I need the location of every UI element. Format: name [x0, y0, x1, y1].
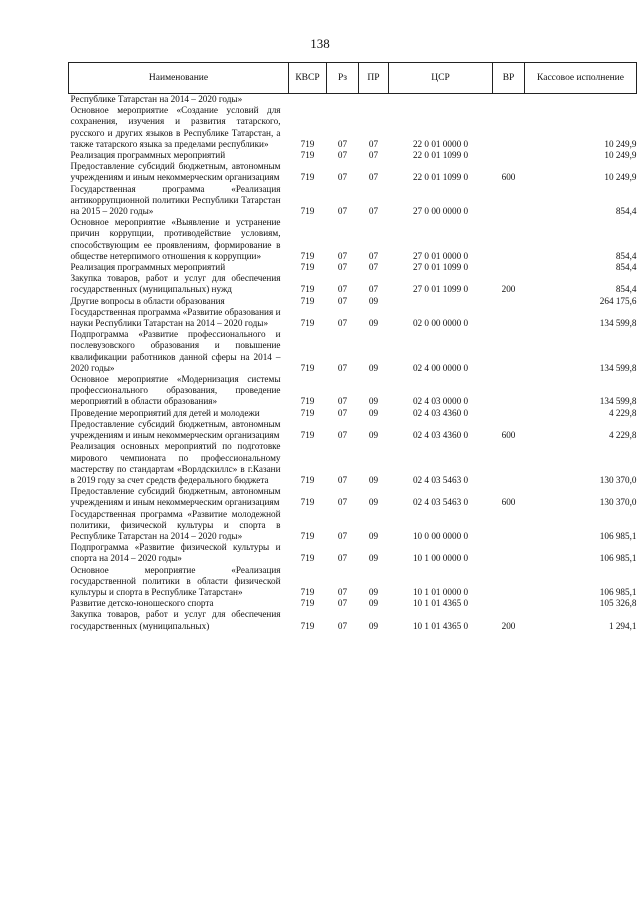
cell-amount: 134 599,8 [599, 396, 637, 407]
cell-pr [359, 94, 389, 106]
cell-vr [493, 105, 525, 150]
cell-rz: 07 [337, 497, 348, 508]
cell-csr: 02 4 03 4360 0 [412, 407, 469, 418]
cell-amount: 10 249,9 [604, 172, 637, 183]
table-body [69, 94, 637, 632]
header-kvsr: КВСР [289, 63, 327, 94]
cell-csr: 02 4 03 0000 0 [412, 396, 469, 407]
cell-amount: 1 294,1 [608, 620, 637, 631]
cell-csr: 02 0 00 0000 0 [412, 318, 469, 329]
cell-pr: 07 [368, 138, 379, 149]
table-row [69, 374, 637, 408]
cell-csr: 22 0 01 0000 0 [412, 138, 469, 149]
cell-rz: 07 [337, 138, 348, 149]
cell-amount [525, 94, 637, 106]
cell-name: Другие вопросы в области образования [70, 295, 225, 306]
cell-csr: 02 4 03 5463 0 [412, 497, 469, 508]
cell-pr: 09 [368, 530, 379, 541]
cell-pr: 07 [368, 250, 379, 261]
cell-vr: 600 [501, 430, 516, 441]
cell-amount: 10 249,9 [604, 138, 637, 149]
cell-csr: 02 4 00 0000 0 [412, 362, 469, 373]
cell-pr: 07 [368, 262, 379, 273]
cell-vr [493, 408, 525, 419]
header-amount: Кассовое исполнение [525, 63, 637, 94]
cell-name: Государственная программа «Развитие образования и науки Республики Татарстан на 2014 – 2020 годы» [70, 306, 281, 329]
budget-table [68, 62, 637, 632]
cell-csr: 27 0 01 0000 0 [412, 250, 469, 261]
cell-rz: 07 [337, 250, 348, 261]
cell-kvsr: 719 [300, 396, 315, 407]
header-name: Наименование [69, 63, 289, 94]
cell-vr [493, 374, 525, 408]
cell-kvsr: 719 [300, 598, 315, 609]
cell-pr: 09 [368, 407, 379, 418]
cell-vr [493, 262, 525, 273]
table-row [69, 307, 637, 329]
cell-rz: 07 [337, 262, 348, 273]
cell-name: Реализация основных мероприятий по подготовке мирового чемпионата по профессиональному мастерству по стандартам «Ворлдскиллс» в г.Казани в 2019 году за счет средств федерального бюджета [70, 441, 281, 485]
cell-csr: 22 0 01 1099 0 [412, 150, 469, 161]
cell-vr [493, 217, 525, 262]
cell-pr: 09 [368, 430, 379, 441]
cell-vr: 200 [501, 284, 516, 295]
cell-csr: 27 0 00 0000 0 [412, 206, 469, 217]
cell-kvsr: 719 [300, 586, 315, 597]
cell-name: Закупка товаров, работ и услуг для обеспечения государственных (муниципальных) [70, 609, 281, 631]
cell-name: Подпрограмма «Развитие физической культуры и спорта на 2014 – 2020 годы» [70, 542, 281, 564]
table-header-row [69, 63, 637, 94]
cell-vr [493, 150, 525, 161]
cell-rz: 07 [337, 206, 348, 217]
cell-vr [493, 296, 525, 307]
cell-name: Основное мероприятие «Модернизация системы профессионального образования, проведение мероприятий в области образования» [70, 374, 281, 407]
cell-csr: 10 0 00 0000 0 [412, 530, 469, 541]
cell-kvsr: 719 [300, 318, 315, 329]
cell-name: Реализация программных мероприятий [70, 262, 226, 273]
cell-kvsr: 719 [300, 250, 315, 261]
cell-csr: 10 1 00 0000 0 [412, 553, 469, 564]
cell-pr: 07 [368, 150, 379, 161]
cell-amount: 106 985,1 [599, 530, 637, 541]
cell-pr: 07 [368, 172, 379, 183]
table-row [69, 408, 637, 419]
table-row [69, 542, 637, 564]
cell-kvsr: 719 [300, 138, 315, 149]
cell-pr: 09 [368, 553, 379, 564]
cell-pr: 09 [368, 497, 379, 508]
cell-csr: 02 4 03 5463 0 [412, 474, 469, 485]
cell-amount: 130 370,0 [599, 497, 637, 508]
cell-name: Основное мероприятие «Создание условий для сохранения, изучения и развития татарского, русского и других языков в Республике Татарстан, а также татарского языка за пределами республики» [70, 105, 281, 149]
cell-kvsr: 719 [300, 262, 315, 273]
table-row [69, 273, 637, 295]
cell-csr: 10 1 01 4365 0 [412, 620, 469, 631]
cell-name: Основное мероприятие «Реализация государственной политики в области физической культуры и спорта в Республике Татарстан» [70, 564, 281, 597]
cell-name: Предоставление субсидий бюджетным, автономным учреждениям и иным некоммерческим организациям [70, 418, 281, 441]
cell-name: Республике Татарстан на 2014 – 2020 годы» [70, 94, 243, 104]
cell-pr: 09 [368, 474, 379, 485]
table-row [69, 486, 637, 508]
cell-amount: 4 229,8 [608, 407, 637, 418]
cell-csr: 22 0 01 1099 0 [412, 172, 469, 183]
cell-rz: 07 [337, 474, 348, 485]
cell-vr: 600 [501, 497, 516, 508]
cell-vr [493, 184, 525, 218]
cell-amount: 134 599,8 [599, 318, 637, 329]
cell-pr: 07 [368, 284, 379, 295]
cell-pr: 09 [368, 586, 379, 597]
cell-csr: 10 1 01 4365 0 [412, 598, 469, 609]
cell-rz: 07 [337, 396, 348, 407]
cell-rz [327, 94, 359, 106]
cell-amount: 10 249,9 [604, 150, 637, 161]
cell-vr [493, 307, 525, 329]
cell-rz: 07 [337, 362, 348, 373]
table-row [69, 509, 637, 543]
table-row [69, 94, 637, 106]
cell-pr: 09 [368, 620, 379, 631]
cell-kvsr: 719 [300, 497, 315, 508]
cell-vr [493, 329, 525, 374]
cell-rz: 07 [337, 284, 348, 295]
cell-rz: 07 [337, 430, 348, 441]
cell-rz: 07 [337, 586, 348, 597]
cell-csr: 27 0 01 1099 0 [412, 284, 469, 295]
table-row [69, 565, 637, 599]
cell-vr [493, 542, 525, 564]
cell-kvsr: 719 [300, 284, 315, 295]
cell-name: Реализация программных мероприятий [70, 150, 226, 161]
cell-csr: 02 4 03 4360 0 [412, 430, 469, 441]
cell-kvsr: 719 [300, 430, 315, 441]
cell-amount: 106 985,1 [599, 586, 637, 597]
table-row [69, 296, 637, 307]
cell-kvsr: 719 [300, 206, 315, 217]
table-row [69, 329, 637, 374]
cell-vr [493, 565, 525, 599]
table-row [69, 419, 637, 441]
cell-name: Закупка товаров, работ и услуг для обеспечения государственных (муниципальных) нужд [70, 273, 281, 295]
cell-kvsr: 719 [300, 295, 315, 306]
cell-rz: 07 [337, 530, 348, 541]
cell-name: Предоставление субсидий бюджетным, автономным учреждениям и иным некоммерческим организациям [70, 486, 281, 508]
cell-rz: 07 [337, 172, 348, 183]
cell-name: Подпрограмма «Развитие профессионального и послевузовского образования и повышение квалификации работников данной сферы на 2014 – 2020 годы» [70, 329, 281, 373]
cell-kvsr: 719 [300, 474, 315, 485]
header-pr: ПР [359, 63, 389, 94]
cell-vr [493, 598, 525, 609]
cell-vr: 200 [501, 620, 516, 631]
cell-kvsr [289, 94, 327, 106]
cell-name: Развитие детско-юношеского спорта [70, 598, 214, 609]
table-row [69, 105, 637, 150]
cell-name: Государственная программа «Реализация антикоррупционной политики Республики Татарстан на 2015 – 2020 годы» [70, 183, 281, 217]
cell-csr [389, 296, 493, 307]
cell-amount: 4 229,8 [608, 430, 637, 441]
cell-csr: 10 1 01 0000 0 [412, 586, 469, 597]
cell-pr: 09 [368, 396, 379, 407]
cell-kvsr: 719 [300, 620, 315, 631]
cell-kvsr: 719 [300, 407, 315, 418]
table-row [69, 184, 637, 218]
table-row [69, 150, 637, 161]
cell-kvsr: 719 [300, 530, 315, 541]
cell-kvsr: 719 [300, 553, 315, 564]
cell-rz: 07 [337, 150, 348, 161]
cell-amount: 854,4 [615, 284, 637, 295]
cell-kvsr: 719 [300, 172, 315, 183]
cell-pr: 09 [368, 295, 379, 306]
cell-name: Проведение мероприятий для детей и молодежи [70, 407, 260, 418]
cell-amount: 854,4 [615, 250, 637, 261]
cell-amount: 134 599,8 [599, 362, 637, 373]
page-number: 138 [310, 36, 330, 51]
cell-rz: 07 [337, 553, 348, 564]
cell-amount: 106 985,1 [599, 553, 637, 564]
cell-rz: 07 [337, 295, 348, 306]
header-csr: ЦСР [389, 63, 493, 94]
cell-csr [389, 94, 493, 106]
cell-rz: 07 [337, 407, 348, 418]
cell-pr: 09 [368, 362, 379, 373]
cell-vr [493, 509, 525, 543]
table-row [69, 598, 637, 609]
cell-amount: 264 175,6 [599, 295, 637, 306]
cell-amount: 130 370,0 [599, 474, 637, 485]
table-row [69, 609, 637, 631]
cell-vr [493, 441, 525, 486]
header-rz: Рз [327, 63, 359, 94]
cell-kvsr: 719 [300, 150, 315, 161]
cell-amount: 105 326,8 [599, 598, 637, 609]
table-row [69, 217, 637, 262]
cell-amount: 854,4 [615, 206, 637, 217]
table-row [69, 161, 637, 183]
cell-kvsr: 719 [300, 362, 315, 373]
cell-pr: 09 [368, 598, 379, 609]
cell-vr [493, 94, 525, 106]
cell-amount: 854,4 [615, 262, 637, 273]
header-vr: ВР [493, 63, 525, 94]
table-row [69, 262, 637, 273]
cell-rz: 07 [337, 620, 348, 631]
cell-vr: 600 [501, 172, 516, 183]
cell-rz: 07 [337, 598, 348, 609]
table-row [69, 441, 637, 486]
cell-csr: 27 0 01 1099 0 [412, 262, 469, 273]
cell-name: Основное мероприятие «Выявление и устранение причин коррупции, противодействие условиям, способствующим ее проявлениям, формирование в обществе нетерпимого отношения к коррупции» [70, 217, 281, 261]
cell-rz: 07 [337, 318, 348, 329]
cell-name: Предоставление субсидий бюджетным, автономным учреждениям и иным некоммерческим организациям [70, 161, 281, 183]
cell-name: Государственная программа «Развитие молодежной политики, физической культуры и спорта в Республике Татарстан на 2014 – 2020 годы» [70, 508, 281, 541]
cell-pr: 07 [368, 206, 379, 217]
cell-pr: 09 [368, 318, 379, 329]
